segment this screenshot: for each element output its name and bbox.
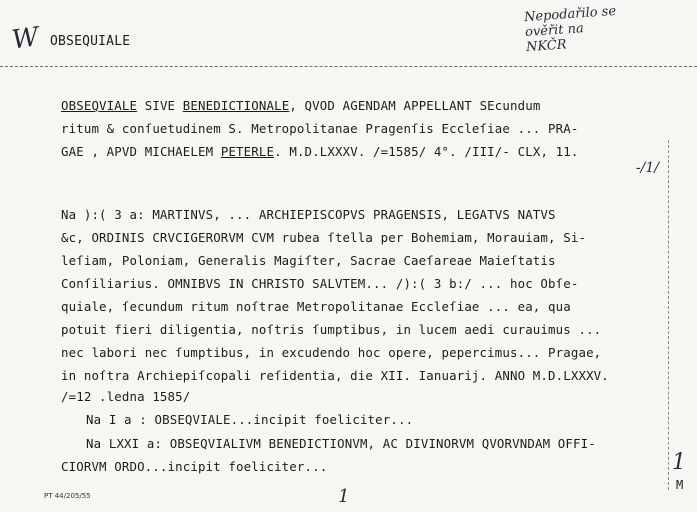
dedication-line: leſiam, Poloniam, Generalis Magiſter, Sacrae Caeſareae Maieſtatis: [61, 253, 556, 268]
title-text: SIVE: [137, 98, 183, 113]
card-heading: OBSEQUIALE: [50, 34, 131, 49]
margin-letter: M: [676, 478, 684, 492]
dedication-date: /=12 .ledna 1585/: [61, 389, 191, 404]
bottom-handwritten-number: 1: [338, 486, 350, 507]
dedication-line: potuit fieri diligentia, noſtris ſumptibus, in lucem aedi curauimus ...: [61, 322, 602, 337]
imprint-place: GAE: [61, 144, 84, 159]
dedication-line: quiale, ſecundum ritum noſtrae Metropolitanae Eccleſiae ... ea, qua: [61, 299, 571, 314]
dedication-line: &c, ORDINIS CRVCIGERORVM CVM rubea ſtella per Bohemiam, Morauiam, Si-: [61, 230, 587, 245]
imprint-details: . M.D.LXXXV. /=1585/ 4°. /III/- CLX, 11.: [274, 144, 579, 159]
dedication-line: in noſtra Archiepiſcopali reſidentia, die XII. Ianuarij. ANNO M.D.LXXXV.: [61, 368, 609, 383]
handwritten-bracket-note: -/1/: [635, 160, 659, 176]
title-line-2: ritum & conſuetudinem S. Metropolitanae Pragenſis Eccleſiae ... PRA-: [61, 121, 579, 136]
dedication-line: nec labori nec ſumptibus, in excudendo hoc opere, pepercimus... Pragae,: [61, 345, 602, 360]
margin-handwritten-number: 1: [672, 450, 686, 475]
annotation-line-1: Nepodařilo se: [523, 3, 617, 26]
title-text: , QVOD AGENDAM APPELLANT SEcundum: [289, 98, 541, 113]
form-code: PT 44/205/55: [44, 492, 91, 500]
printer-name: PETERLE: [220, 144, 275, 159]
header-divider: [0, 66, 697, 67]
margin-divider: [668, 140, 669, 490]
imprint-text: , APVD MICHAELEM: [83, 144, 221, 159]
incipit-line: Na I a : OBSEQVIALE...incipit foeliciter...: [86, 412, 414, 427]
annotation-line-3: NKČR: [525, 37, 568, 56]
dedication-line: Na ):( 3 a: MARTINVS, ... ARCHIEPISCOPVS PRAGENSIS, LEGATVS NATVS: [61, 207, 556, 222]
incipit-line-2-cont: CIORVM ORDO...incipit foeliciter...: [61, 459, 328, 474]
title-line-1: [61, 98, 540, 113]
title-line-3: [61, 144, 579, 159]
title-word-benedictionale: BENEDICTIONALE: [182, 98, 290, 113]
dedication-line: Conſiliarius. OMNIBVS IN CHRISTO SALVTEM... /):( 3 b:/ ... hoc Obſe-: [61, 276, 579, 291]
handwritten-annotation: [524, 2, 647, 55]
annotation-line-2: ověřit na: [524, 21, 585, 41]
title-word-obsequiale: OBSEQVIALE: [61, 98, 138, 113]
corner-handwritten-mark: W: [10, 22, 39, 56]
incipit-line-2: Na LXXI a: OBSEQVIALIVM BENEDICTIONVM, AC DIVINORVM QVORVNDAM OFFI-: [86, 436, 596, 451]
